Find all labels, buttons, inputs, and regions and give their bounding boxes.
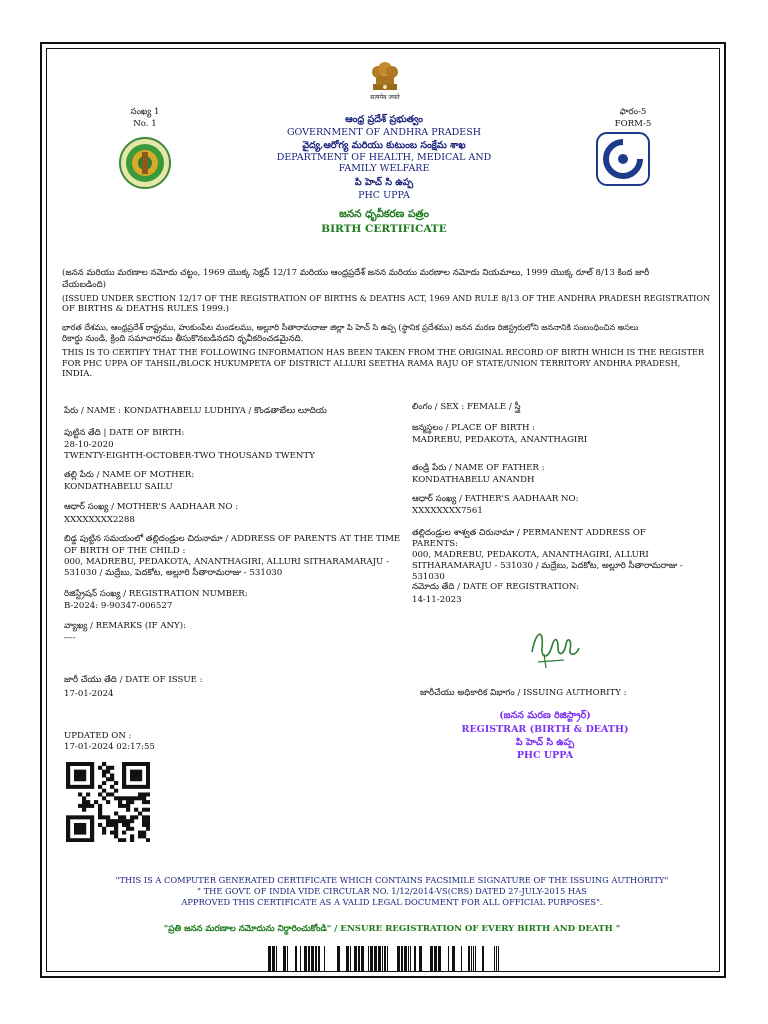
sex: లింగం / SEX : FEMALE / స్త్రీ	[412, 402, 521, 412]
birth-address-value-1: 000, MADREBU, PEDAKOTA, ANANTHAGIRI, ALLURI SITHARAMARAJU -	[64, 557, 389, 567]
footer-note-1: "THIS IS A COMPUTER GENERATED CERTIFICATE WHICH CONTAINS FACSIMILE SIGNATURE OF THE ISSUING AUTHORITY"	[115, 875, 669, 885]
father-name-value: KONDATHABELU ANANDH	[412, 475, 535, 485]
certify-te-2: రికార్డు నుండి, క్రింది సమాచారము తీసుకొనబడినదని ధృవీకరించడమైనది.	[62, 334, 304, 344]
qr-code-icon	[66, 762, 150, 842]
govt-title-te: ఆంధ్ర ప్రదేశ్ ప్రభుత్వం	[345, 114, 423, 125]
serial-number-en: No. 1	[133, 119, 157, 129]
dept-title-te: వైద్య,ఆరోగ్య మరియు కుటుంబ సంక్షేమ శాఖ	[302, 140, 466, 151]
issued-under-en-2: OF BIRTHS & DEATHS RULES 1999.)	[62, 304, 230, 314]
national-emblem-icon	[368, 58, 402, 98]
emblem-motto: सत्यमेव जयते	[370, 94, 400, 101]
remarks-label: వ్యాఖ్య / REMARKS (IF ANY):	[64, 621, 186, 631]
mother-name-value: KONDATHABELU SAILU	[64, 482, 173, 492]
certificate-title-en: BIRTH CERTIFICATE	[321, 223, 447, 235]
birth-address-label-1: బిడ్డ పుట్టిన సమయంలో తల్లిదండ్రుల చిరునామా / ADDRESS OF PARENTS AT THE TIME	[64, 534, 401, 544]
certificate-title-te: జనన ధృవీకరణ పత్రం	[339, 208, 429, 220]
barcode-icon	[268, 946, 504, 972]
mother-aadhaar-value: XXXXXXXX2288	[64, 515, 135, 525]
form-number-en: FORM-5	[614, 119, 652, 129]
dept-title-en-2: FAMILY WELFARE	[338, 163, 430, 174]
issue-date-label: జారీ చేయు తేది / DATE OF ISSUE :	[64, 675, 203, 685]
certify-te-1: భారత దేశము, ఆంధ్రప్రదేశ్ రాష్ట్రము, హుకుంపేట మండలము, అల్లూరి సీతారామరాజు జిల్లా పి హెచ్ సి ఉప్ప (స్థానిక ప్రదేశము) జనన మరణ రిజిస్ట్రరులోని జననానికి సంబంధించిన అసలు	[62, 322, 639, 332]
registrar-title-te: (జనన మరణ రిజిస్ట్రార్)	[499, 710, 591, 721]
registration-date-label: నమోదు తేది / DATE OF REGISTRATION:	[412, 582, 579, 592]
permanent-address-label-2: PARENTS:	[412, 539, 458, 549]
dob-words: TWENTY-EIGHTH-OCTOBER-TWO THOUSAND TWENTY	[64, 451, 315, 461]
father-aadhaar-label: ఆధార్ సంఖ్య / FATHER'S AADHAAR NO:	[412, 494, 579, 504]
child-name: పేరు / NAME : KONDATHABELU LUDHIYA / కొండతాబేలు లూదియ	[64, 406, 327, 416]
remarks-value: ----	[64, 633, 76, 643]
updated-on-value: 17-01-2024 02:17:55	[64, 742, 155, 752]
birth-address-label-2: OF BIRTH OF THE CHILD :	[64, 546, 186, 556]
dob-label: పుట్టిన తేది | DATE OF BIRTH:	[64, 428, 185, 438]
registration-date-value: 14-11-2023	[412, 595, 462, 605]
signature-icon	[524, 622, 584, 670]
govt-title-en: GOVERNMENT OF ANDHRA PRADESH	[286, 127, 482, 138]
permanent-address-label-1: తల్లిదండ్రుల శాశ్వత చిరునామా / PERMANENT ADDRESS OF	[412, 528, 646, 538]
issuing-authority-label: జారీచేయు అధికారిక విభాగం / ISSUING AUTHORITY :	[420, 688, 627, 698]
phc-name-te: పి హెచ్ సి ఉప్ప	[354, 177, 414, 188]
father-name-label: తండ్రి పేరు / NAME OF FATHER :	[412, 463, 545, 473]
registration-slogan: "ప్రతి జనన మరణాల నమోదును నిర్ధారించుకోండి" / ENSURE REGISTRATION OF EVERY BIRTH AND DEATH "	[163, 924, 621, 934]
crs-logo-icon	[596, 132, 650, 186]
registration-number-label: రిజిస్ట్రేషన్ సంఖ్య / REGISTRATION NUMBER:	[64, 589, 248, 599]
phc-name-en: PHC UPPA	[358, 190, 410, 201]
issue-date-value: 17-01-2024	[64, 689, 114, 699]
registrar-phc-en: PHC UPPA	[516, 750, 574, 761]
registrar-title-en: REGISTRAR (BIRTH & DEATH)	[461, 724, 629, 735]
footer-note-3: APPROVED THIS CERTIFICATE AS A VALID LEGAL DOCUMENT FOR ALL OFFICIAL PURPOSES".	[181, 897, 603, 907]
mother-aadhaar-label: ఆధార్ సంఖ్య / MOTHER'S AADHAAR NO :	[64, 502, 239, 512]
birth-address-value-2: 531030 / మద్రేబు, పెదకోట, అల్లూరి సీతారామరాజు - 531030	[64, 568, 283, 578]
registration-number-value: B-2024: 9-90347-006527	[64, 601, 173, 611]
issued-under-te-1: (జనన మరియు మరణాల నమోదు చట్టం, 1969 యొక్క సెక్షన్ 12/17 మరియు ఆంధ్రప్రదేశ్ జనన మరియు మరణాల నమోదు నియమాలు, 1999 యొక్క రూల్ 8/13 కింద జారీ	[62, 268, 650, 278]
permanent-address-value-2: SITHARAMARAJU - 531030 / మద్రేబు, పెదకోట, అల్లూరి సీతారామరాజు -	[412, 561, 683, 571]
issued-under-en-1: (ISSUED UNDER SECTION 12/17 OF THE REGISTRATION OF BIRTHS & DEATHS ACT, 1969 AND RULE 8/13 OF THE ANDHRA PRADESH REGISTRATION	[62, 293, 711, 303]
form-number-te: ఫారం-5	[619, 107, 647, 117]
serial-number-te: సంఖ్య 1	[130, 107, 160, 117]
updated-on-label: UPDATED ON :	[64, 731, 132, 741]
registrar-phc-te: పి హెచ్ సి ఉప్ప	[515, 737, 575, 748]
mother-name-label: తల్లి పేరు / NAME OF MOTHER:	[64, 470, 195, 480]
issued-under-te-2: చేయబడింది)	[62, 280, 107, 290]
certify-en-3: INDIA.	[62, 369, 93, 379]
dept-title-en-1: DEPARTMENT OF HEALTH, MEDICAL AND	[276, 152, 492, 163]
place-of-birth-value: MADREBU, PEDAKOTA, ANANTHAGIRI	[412, 435, 588, 445]
dob-value: 28-10-2020	[64, 440, 114, 450]
permanent-address-value-3: 531030	[412, 572, 445, 582]
place-of-birth-label: జన్మస్థలం / PLACE OF BIRTH :	[412, 423, 536, 433]
certify-en-2: FOR PHC UPPA OF TAHSIL/BLOCK HUKUMPETA OF DISTRICT ALLURI SEETHA RAMA RAJU OF STATE/UNION TERRITORY ANDHRA PRADESH,	[62, 358, 681, 368]
father-aadhaar-value: XXXXXXXX7561	[412, 506, 483, 516]
ap-state-seal-icon	[119, 137, 171, 189]
footer-note-2: " THE GOVT. OF INDIA VIDE CIRCULAR NO. 1/12/2014-VS(CRS) DATED 27-JULY-2015 HAS	[197, 886, 587, 896]
permanent-address-value-1: 000, MADREBU, PEDAKOTA, ANANTHAGIRI, ALLURI	[412, 550, 649, 560]
certify-en-1: THIS IS TO CERTIFY THAT THE FOLLOWING INFORMATION HAS BEEN TAKEN FROM THE ORIGINAL RECORD OF BIRTH WHICH IS THE REGISTER	[62, 347, 705, 357]
